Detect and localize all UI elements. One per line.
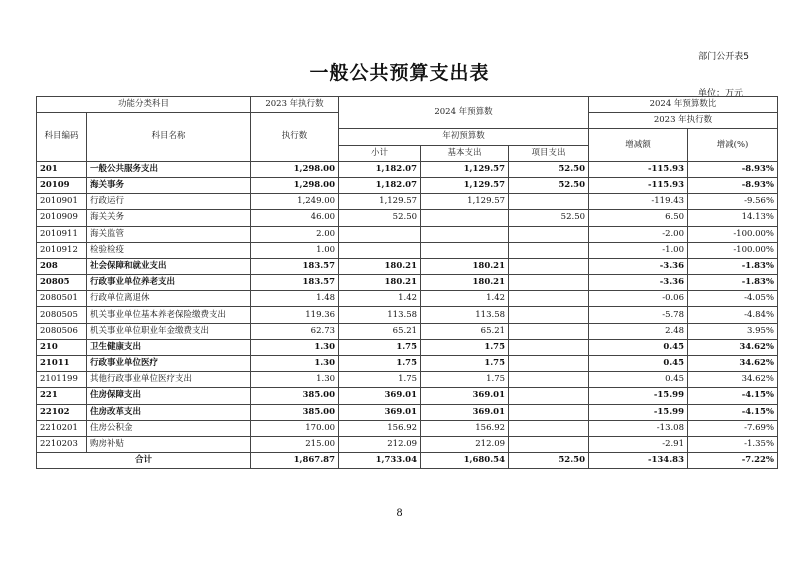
cell-basic: 1.75 bbox=[421, 339, 509, 355]
cell-exec: 119.36 bbox=[251, 307, 339, 323]
table-row bbox=[37, 420, 778, 436]
table-row bbox=[37, 323, 778, 339]
cell-name: 海关关务 bbox=[87, 210, 251, 226]
cell-basic: 212.09 bbox=[421, 436, 509, 452]
table-row bbox=[37, 372, 778, 388]
cell-rate: -4.84% bbox=[688, 307, 778, 323]
cell-change: -0.06 bbox=[589, 291, 688, 307]
cell-code: 2210203 bbox=[37, 436, 87, 452]
cell-change: -115.93 bbox=[589, 161, 688, 177]
cell-exec: 1.30 bbox=[251, 356, 339, 372]
unit-label: 单位：万元 bbox=[697, 89, 743, 99]
cell-name: 行政事业单位养老支出 bbox=[87, 275, 251, 291]
header-budget-2024: 2024 年预算数 bbox=[339, 97, 589, 129]
cell-project bbox=[509, 242, 589, 258]
cell-basic: 369.01 bbox=[421, 388, 509, 404]
cell-name: 行政事业单位医疗 bbox=[87, 356, 251, 372]
header-change-rate: 增减(%) bbox=[688, 129, 778, 161]
cell-name: 卫生健康支出 bbox=[87, 339, 251, 355]
cell-rate: 14.13% bbox=[688, 210, 778, 226]
table-row bbox=[37, 194, 778, 210]
cell-rate: -1.35% bbox=[688, 436, 778, 452]
table-row bbox=[37, 161, 778, 177]
table-row bbox=[37, 258, 778, 274]
cell-basic bbox=[421, 210, 509, 226]
cell-basic: 1.42 bbox=[421, 291, 509, 307]
cell-code: 201 bbox=[37, 161, 87, 177]
cell-exec: 62.73 bbox=[251, 323, 339, 339]
cell-name: 住房公积金 bbox=[87, 420, 251, 436]
cell-rate: -1.83% bbox=[688, 258, 778, 274]
cell-change: -2.91 bbox=[589, 436, 688, 452]
cell-change: 0.45 bbox=[589, 356, 688, 372]
total-row bbox=[37, 453, 778, 469]
cell-project bbox=[509, 372, 589, 388]
cell-subtotal: 180.21 bbox=[339, 275, 421, 291]
cell-change: -15.99 bbox=[589, 388, 688, 404]
cell-rate: -9.56% bbox=[688, 194, 778, 210]
header-code: 科目编码 bbox=[37, 113, 87, 162]
cell-change: -15.99 bbox=[589, 404, 688, 420]
cell-code: 21011 bbox=[37, 356, 87, 372]
header-change-amount: 增减额 bbox=[589, 129, 688, 161]
cell-project bbox=[509, 291, 589, 307]
cell-change: -2.00 bbox=[589, 226, 688, 242]
page-title: 一般公共预算支出表 bbox=[309, 62, 490, 84]
header-compare-sub: 2023 年执行数 bbox=[589, 113, 778, 129]
cell-name: 住房改革支出 bbox=[87, 404, 251, 420]
table-row bbox=[37, 404, 778, 420]
cell-basic: 180.21 bbox=[421, 275, 509, 291]
cell-project: 52.50 bbox=[509, 210, 589, 226]
cell-code: 22102 bbox=[37, 404, 87, 420]
cell-basic: 65.21 bbox=[421, 323, 509, 339]
cell-change: 0.45 bbox=[589, 372, 688, 388]
cell-subtotal: 113.58 bbox=[339, 307, 421, 323]
cell-name: 机关事业单位职业年金缴费支出 bbox=[87, 323, 251, 339]
cell-exec: 1,298.00 bbox=[251, 177, 339, 193]
cell-change: -3.36 bbox=[589, 275, 688, 291]
cell-code: 2080506 bbox=[37, 323, 87, 339]
cell-code: 2210201 bbox=[37, 420, 87, 436]
cell-project: 52.50 bbox=[509, 161, 589, 177]
total-exec: 1,867.87 bbox=[251, 453, 339, 469]
cell-rate: -8.93% bbox=[688, 177, 778, 193]
table-row bbox=[37, 356, 778, 372]
cell-project bbox=[509, 258, 589, 274]
cell-project bbox=[509, 356, 589, 372]
cell-rate: 34.62% bbox=[688, 339, 778, 355]
table-row bbox=[37, 226, 778, 242]
cell-exec: 385.00 bbox=[251, 388, 339, 404]
cell-code: 2080501 bbox=[37, 291, 87, 307]
cell-subtotal: 156.92 bbox=[339, 420, 421, 436]
cell-code: 2010909 bbox=[37, 210, 87, 226]
cell-exec: 170.00 bbox=[251, 420, 339, 436]
cell-rate: 3.95% bbox=[688, 323, 778, 339]
cell-project bbox=[509, 226, 589, 242]
cell-subtotal: 212.09 bbox=[339, 436, 421, 452]
cell-project bbox=[509, 436, 589, 452]
cell-rate: -8.93% bbox=[688, 161, 778, 177]
cell-rate: 34.62% bbox=[688, 372, 778, 388]
cell-basic bbox=[421, 226, 509, 242]
cell-exec: 183.57 bbox=[251, 258, 339, 274]
cell-rate: -4.15% bbox=[688, 404, 778, 420]
cell-name: 海关事务 bbox=[87, 177, 251, 193]
cell-name: 其他行政事业单位医疗支出 bbox=[87, 372, 251, 388]
total-label: 合计 bbox=[37, 453, 251, 469]
total-change: -134.83 bbox=[589, 453, 688, 469]
cell-exec: 1.00 bbox=[251, 242, 339, 258]
cell-basic: 1,129.57 bbox=[421, 194, 509, 210]
cell-rate: -100.00% bbox=[688, 242, 778, 258]
cell-exec: 215.00 bbox=[251, 436, 339, 452]
cell-change: 0.45 bbox=[589, 339, 688, 355]
cell-name: 住房保障支出 bbox=[87, 388, 251, 404]
cell-rate: -1.83% bbox=[688, 275, 778, 291]
cell-subtotal bbox=[339, 226, 421, 242]
table-row bbox=[37, 307, 778, 323]
cell-exec: 385.00 bbox=[251, 404, 339, 420]
cell-rate: -4.05% bbox=[688, 291, 778, 307]
cell-subtotal: 1.42 bbox=[339, 291, 421, 307]
cell-change: 6.50 bbox=[589, 210, 688, 226]
table-row bbox=[37, 436, 778, 452]
cell-code: 2080505 bbox=[37, 307, 87, 323]
cell-project bbox=[509, 323, 589, 339]
header-compare-top: 2024 年预算数比 bbox=[589, 97, 778, 113]
cell-exec: 1.30 bbox=[251, 372, 339, 388]
cell-basic bbox=[421, 242, 509, 258]
table-row bbox=[37, 275, 778, 291]
cell-subtotal: 369.01 bbox=[339, 388, 421, 404]
table-row bbox=[37, 242, 778, 258]
cell-rate: -100.00% bbox=[688, 226, 778, 242]
cell-subtotal: 65.21 bbox=[339, 323, 421, 339]
cell-subtotal: 1.75 bbox=[339, 339, 421, 355]
cell-name: 购房补贴 bbox=[87, 436, 251, 452]
total-subtotal: 1,733.04 bbox=[339, 453, 421, 469]
cell-name: 行政运行 bbox=[87, 194, 251, 210]
cell-exec: 1.48 bbox=[251, 291, 339, 307]
cell-change: -5.78 bbox=[589, 307, 688, 323]
cell-basic: 180.21 bbox=[421, 258, 509, 274]
cell-project bbox=[509, 194, 589, 210]
cell-basic: 369.01 bbox=[421, 404, 509, 420]
table-row bbox=[37, 291, 778, 307]
total-basic: 1,680.54 bbox=[421, 453, 509, 469]
cell-project bbox=[509, 307, 589, 323]
cell-name: 检验检疫 bbox=[87, 242, 251, 258]
cell-project: 52.50 bbox=[509, 177, 589, 193]
cell-basic: 1.75 bbox=[421, 356, 509, 372]
page-number: 8 bbox=[396, 508, 403, 519]
cell-rate: 34.62% bbox=[688, 356, 778, 372]
cell-basic: 1,129.57 bbox=[421, 177, 509, 193]
cell-subtotal: 1.75 bbox=[339, 372, 421, 388]
cell-code: 2010912 bbox=[37, 242, 87, 258]
cell-code: 2010911 bbox=[37, 226, 87, 242]
cell-name: 海关监管 bbox=[87, 226, 251, 242]
cell-name: 一般公共服务支出 bbox=[87, 161, 251, 177]
cell-exec: 46.00 bbox=[251, 210, 339, 226]
cell-change: -1.00 bbox=[589, 242, 688, 258]
cell-name: 行政单位离退休 bbox=[87, 291, 251, 307]
cell-change: -115.93 bbox=[589, 177, 688, 193]
total-rate: -7.22% bbox=[688, 453, 778, 469]
cell-code: 210 bbox=[37, 339, 87, 355]
cell-subtotal: 369.01 bbox=[339, 404, 421, 420]
header-basic: 基本支出 bbox=[421, 145, 509, 161]
cell-code: 221 bbox=[37, 388, 87, 404]
cell-project bbox=[509, 275, 589, 291]
cell-exec: 1,249.00 bbox=[251, 194, 339, 210]
cell-change: 2.48 bbox=[589, 323, 688, 339]
cell-basic: 113.58 bbox=[421, 307, 509, 323]
cell-project bbox=[509, 404, 589, 420]
cell-change: -119.43 bbox=[589, 194, 688, 210]
cell-basic: 156.92 bbox=[421, 420, 509, 436]
cell-exec: 1,298.00 bbox=[251, 161, 339, 177]
cell-basic: 1.75 bbox=[421, 372, 509, 388]
header-name: 科目名称 bbox=[87, 113, 251, 162]
header-subtotal: 小计 bbox=[339, 145, 421, 161]
cell-exec: 1.30 bbox=[251, 339, 339, 355]
table-number-label: 部门公开表5 bbox=[698, 52, 749, 62]
header-func-class: 功能分类科目 bbox=[37, 97, 251, 113]
cell-code: 20805 bbox=[37, 275, 87, 291]
total-project: 52.50 bbox=[509, 453, 589, 469]
cell-project bbox=[509, 388, 589, 404]
cell-name: 社会保障和就业支出 bbox=[87, 258, 251, 274]
cell-code: 208 bbox=[37, 258, 87, 274]
table-row bbox=[37, 339, 778, 355]
table-row bbox=[37, 210, 778, 226]
cell-code: 2010901 bbox=[37, 194, 87, 210]
budget-table bbox=[36, 96, 778, 469]
cell-project bbox=[509, 420, 589, 436]
cell-exec: 2.00 bbox=[251, 226, 339, 242]
cell-rate: -7.69% bbox=[688, 420, 778, 436]
table-row bbox=[37, 388, 778, 404]
cell-project bbox=[509, 339, 589, 355]
cell-name: 机关事业单位基本养老保险缴费支出 bbox=[87, 307, 251, 323]
cell-basic: 1,129.57 bbox=[421, 161, 509, 177]
cell-change: -13.08 bbox=[589, 420, 688, 436]
header-exec-2023: 2023 年执行数 bbox=[251, 97, 339, 113]
table-row bbox=[37, 177, 778, 193]
cell-subtotal: 1,182.07 bbox=[339, 177, 421, 193]
cell-change: -3.36 bbox=[589, 258, 688, 274]
cell-exec: 183.57 bbox=[251, 275, 339, 291]
cell-subtotal: 1.75 bbox=[339, 356, 421, 372]
cell-subtotal bbox=[339, 242, 421, 258]
cell-subtotal: 52.50 bbox=[339, 210, 421, 226]
header-exec: 执行数 bbox=[251, 113, 339, 162]
header-early-budget: 年初预算数 bbox=[339, 129, 589, 145]
cell-code: 20109 bbox=[37, 177, 87, 193]
cell-subtotal: 1,129.57 bbox=[339, 194, 421, 210]
cell-code: 2101199 bbox=[37, 372, 87, 388]
cell-subtotal: 1,182.07 bbox=[339, 161, 421, 177]
cell-rate: -4.15% bbox=[688, 388, 778, 404]
header-project: 项目支出 bbox=[509, 145, 589, 161]
cell-subtotal: 180.21 bbox=[339, 258, 421, 274]
